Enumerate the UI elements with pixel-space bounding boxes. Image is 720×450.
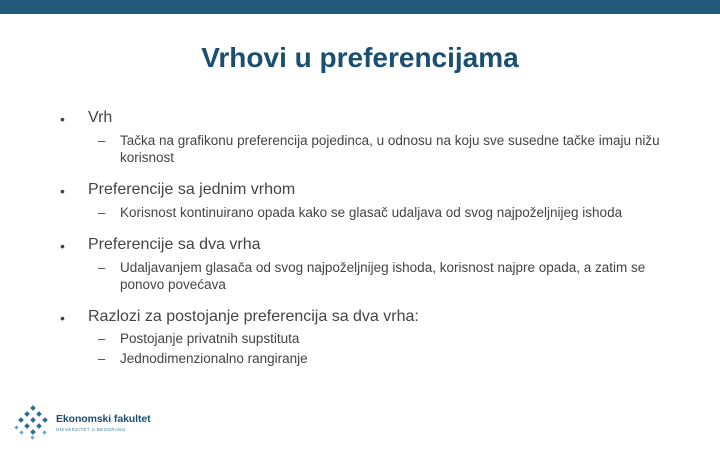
slide-title: Vrhovi u preferencijama <box>201 42 519 73</box>
sub-bullet-item: Udaljavanjem glasača od svog najpoželjnijeg ishoda, korisnost najpre opada, a zatim se ponovo povećava <box>120 260 646 292</box>
bullet-item: Razlozi za postojanje preferencija sa dva vrha: <box>88 308 419 325</box>
bullet-marker: • <box>60 183 65 199</box>
faculty-logo <box>14 405 151 441</box>
sub-bullet-item: Postojanje privatnih supstituta <box>120 331 300 346</box>
logo-name: Ekonomski fakultet <box>56 413 151 425</box>
bullet-item: Preferencije sa dva vrha <box>88 236 261 253</box>
sub-bullet-marker: – <box>98 260 106 275</box>
sub-bullet-item: Korisnost kontinuirano opada kako se glasač udaljava od svog najpoželjnijeg ishoda <box>120 205 623 220</box>
bullet-item: Preferencije sa jednim vrhom <box>88 181 296 198</box>
sub-bullet-marker: – <box>98 351 106 366</box>
bullet-marker: • <box>60 238 65 254</box>
sub-bullet-marker: – <box>98 205 106 220</box>
bullet-marker: • <box>60 111 65 127</box>
bullet-marker: • <box>60 310 65 326</box>
sub-bullet-item: Tačka na grafikonu preferencija pojedinca, u odnosu na koju sve susedne tačke imaju nižu korisnost <box>120 133 660 165</box>
top-accent-bar <box>0 0 720 14</box>
sub-bullet-item: Jednodimenzionalno rangiranje <box>120 351 308 366</box>
bullet-item: Vrh <box>88 109 113 126</box>
sub-bullet-marker: – <box>98 133 106 148</box>
logo-dots-icon <box>14 405 52 441</box>
logo-subtitle: UNIVERZITET U BEOGRADU <box>56 427 126 432</box>
sub-bullet-marker: – <box>98 331 106 346</box>
